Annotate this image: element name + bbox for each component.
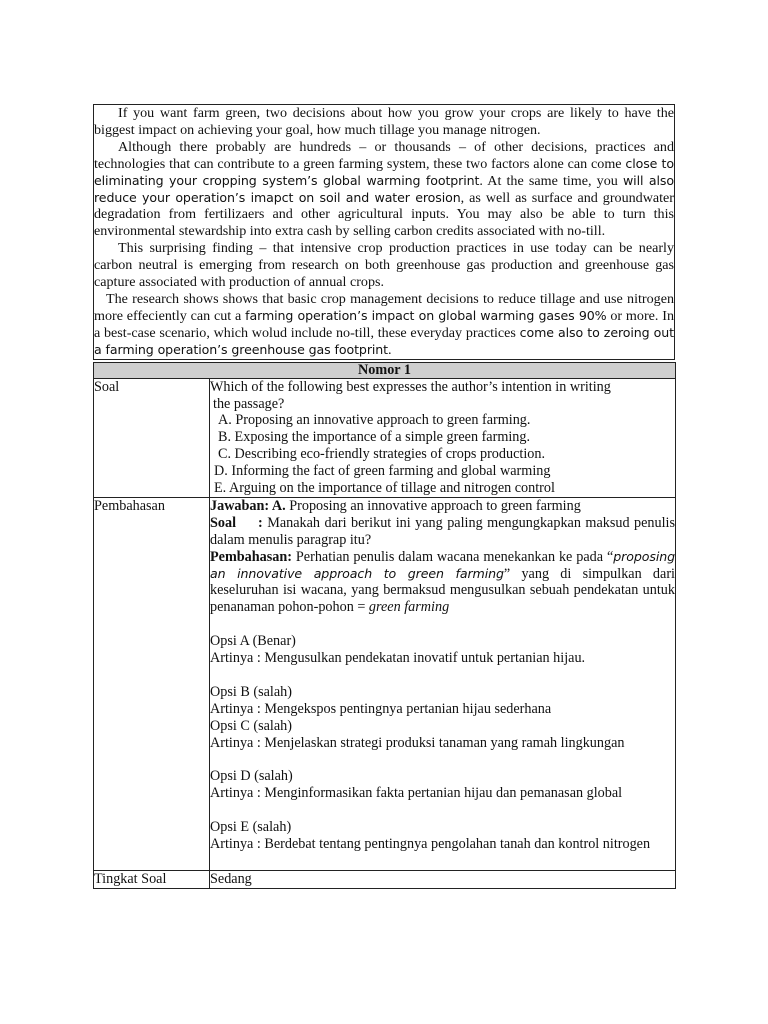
passage-text-run: , as well as surface and groundwater degradation from fertilizaers and other agricultural inputs. You may also be able to turn this environmental stewardship into extra cash by selling carbon credits associated with no-till.: [94, 189, 675, 240]
explanation-label: Pembahasan:: [210, 548, 292, 565]
question-text-line-1: Which of the following best expresses the author’s intention in writing: [210, 378, 611, 395]
answer-text: Proposing an innovative approach to green farming: [285, 497, 581, 514]
reading-passage: [94, 105, 675, 360]
soal-translation: [210, 515, 675, 549]
passage-text-run: If you want farm green, two decisions about how you grow your crops are likely to have the biggest impact on achieving your goal, how much tillage you manage nitrogen.: [94, 105, 674, 138]
soal-label: Soal: [94, 378, 210, 497]
passage-box: [93, 104, 675, 360]
option-c: C. Describing eco-friendly strategies of crops production.: [218, 446, 546, 463]
option-a: A. Proposing an innovative approach to green farming.: [218, 412, 531, 429]
explanation-italic-end: green farming: [368, 599, 450, 616]
option-b: B. Exposing the importance of a simple green farming.: [218, 429, 531, 446]
pembahasan-label: Pembahasan: [94, 497, 210, 870]
opsi-a-title: Opsi A (Benar): [210, 633, 296, 650]
option-d: D. Informing the fact of green farming and global warming: [214, 463, 551, 480]
table-header: Nomor 1: [94, 362, 676, 378]
passage-paragraph-3: [94, 240, 674, 291]
tingkat-soal-value: Sedang: [210, 870, 676, 888]
passage-paragraph-1: [94, 105, 674, 139]
passage-text-run: This surprising finding – that intensive crop production practices in use today can be nearly carbon neutral is emerging from research on both greenhouse gas production and greenhouse gas capture associated with production of annual crops.: [94, 240, 674, 291]
question-table: [93, 362, 676, 889]
soal-translation-label: Soal: [210, 514, 237, 531]
passage-text-run: close to eliminating your cropping system’s global warming footprint: [94, 155, 674, 188]
passage-text-run: come also to zeroing out a farming operation’s greenhouse gas footprint: [94, 324, 674, 357]
question-text-line-2: the passage?: [213, 395, 285, 412]
answer-line: [210, 498, 675, 515]
opsi-c-meaning: Artinya : Menjelaskan strategi produksi tanaman yang ramah lingkungan: [210, 734, 625, 751]
question-cell: [210, 378, 676, 497]
passage-text-run: The research shows shows that basic crop management decisions to reduce tillage and use nitrogen more effeciently can cut a: [94, 290, 674, 324]
explanation-text-1: Perhatian penulis dalam wacana menekankan ke pada “: [291, 548, 614, 565]
pembahasan-cell: [210, 497, 676, 870]
tingkat-soal-label: Tingkat Soal: [94, 870, 210, 888]
explanation-paragraph: [210, 549, 675, 617]
passage-text-run: or more. In a best-case scenario, which wolud include no-till, these everyday practices: [94, 307, 674, 341]
opsi-b-title: Opsi B (salah): [210, 683, 292, 700]
opsi-d-title: Opsi D (salah): [210, 768, 293, 785]
passage-text-run: .: [388, 341, 392, 358]
passage-paragraph-4: [94, 291, 674, 359]
passage-text-run: . At the same time, you: [479, 172, 623, 189]
opsi-d-meaning: Artinya : Menginformasikan fakta pertanian hijau dan pemanasan global: [210, 785, 623, 802]
opsi-a-meaning: Artinya : Mengusulkan pendekatan inovatif untuk pertanian hijau.: [210, 650, 586, 667]
opsi-e-title: Opsi E (salah): [210, 819, 292, 836]
explanation-quote: proposing an innovative approach to green farming: [210, 548, 675, 581]
soal-translation-colon: :: [258, 514, 263, 531]
passage-text-run: farming operation’s impact on global warming gases 90%: [245, 307, 607, 323]
opsi-e-meaning: Artinya : Berdebat tentang pentingnya pengolahan tanah dan kontrol nitrogen: [210, 836, 651, 852]
soal-translation-text: Manakah dari berikut ini yang paling mengungkapkan maksud penulis dalam menulis paragrap itu?: [210, 514, 675, 548]
passage-text-run: will also reduce your operation’s imapct on soil and water erosion: [94, 172, 674, 205]
answer-label: Jawaban: A.: [210, 497, 286, 514]
explanation-text-2: ” yang di simpulkan dari keseluruhan isi wacana, yang bermaksud mengusulkan sebuah pendekatan untuk penanaman pohon-pohon =: [210, 565, 675, 616]
document-page: [93, 104, 675, 889]
passage-text-run: Although there probably are hundreds – or thousands – of other decisions, practices and technologies that can contribute to a green farming system, these two factors alone can come: [94, 138, 674, 172]
passage-paragraph-2: [94, 139, 674, 240]
opsi-b-meaning: Artinya : Mengekspos pentingnya pertanian hijau sederhana: [210, 700, 552, 717]
opsi-c-title: Opsi C (salah): [210, 717, 292, 734]
option-e: E. Arguing on the importance of tillage and nitrogen control: [214, 480, 555, 497]
